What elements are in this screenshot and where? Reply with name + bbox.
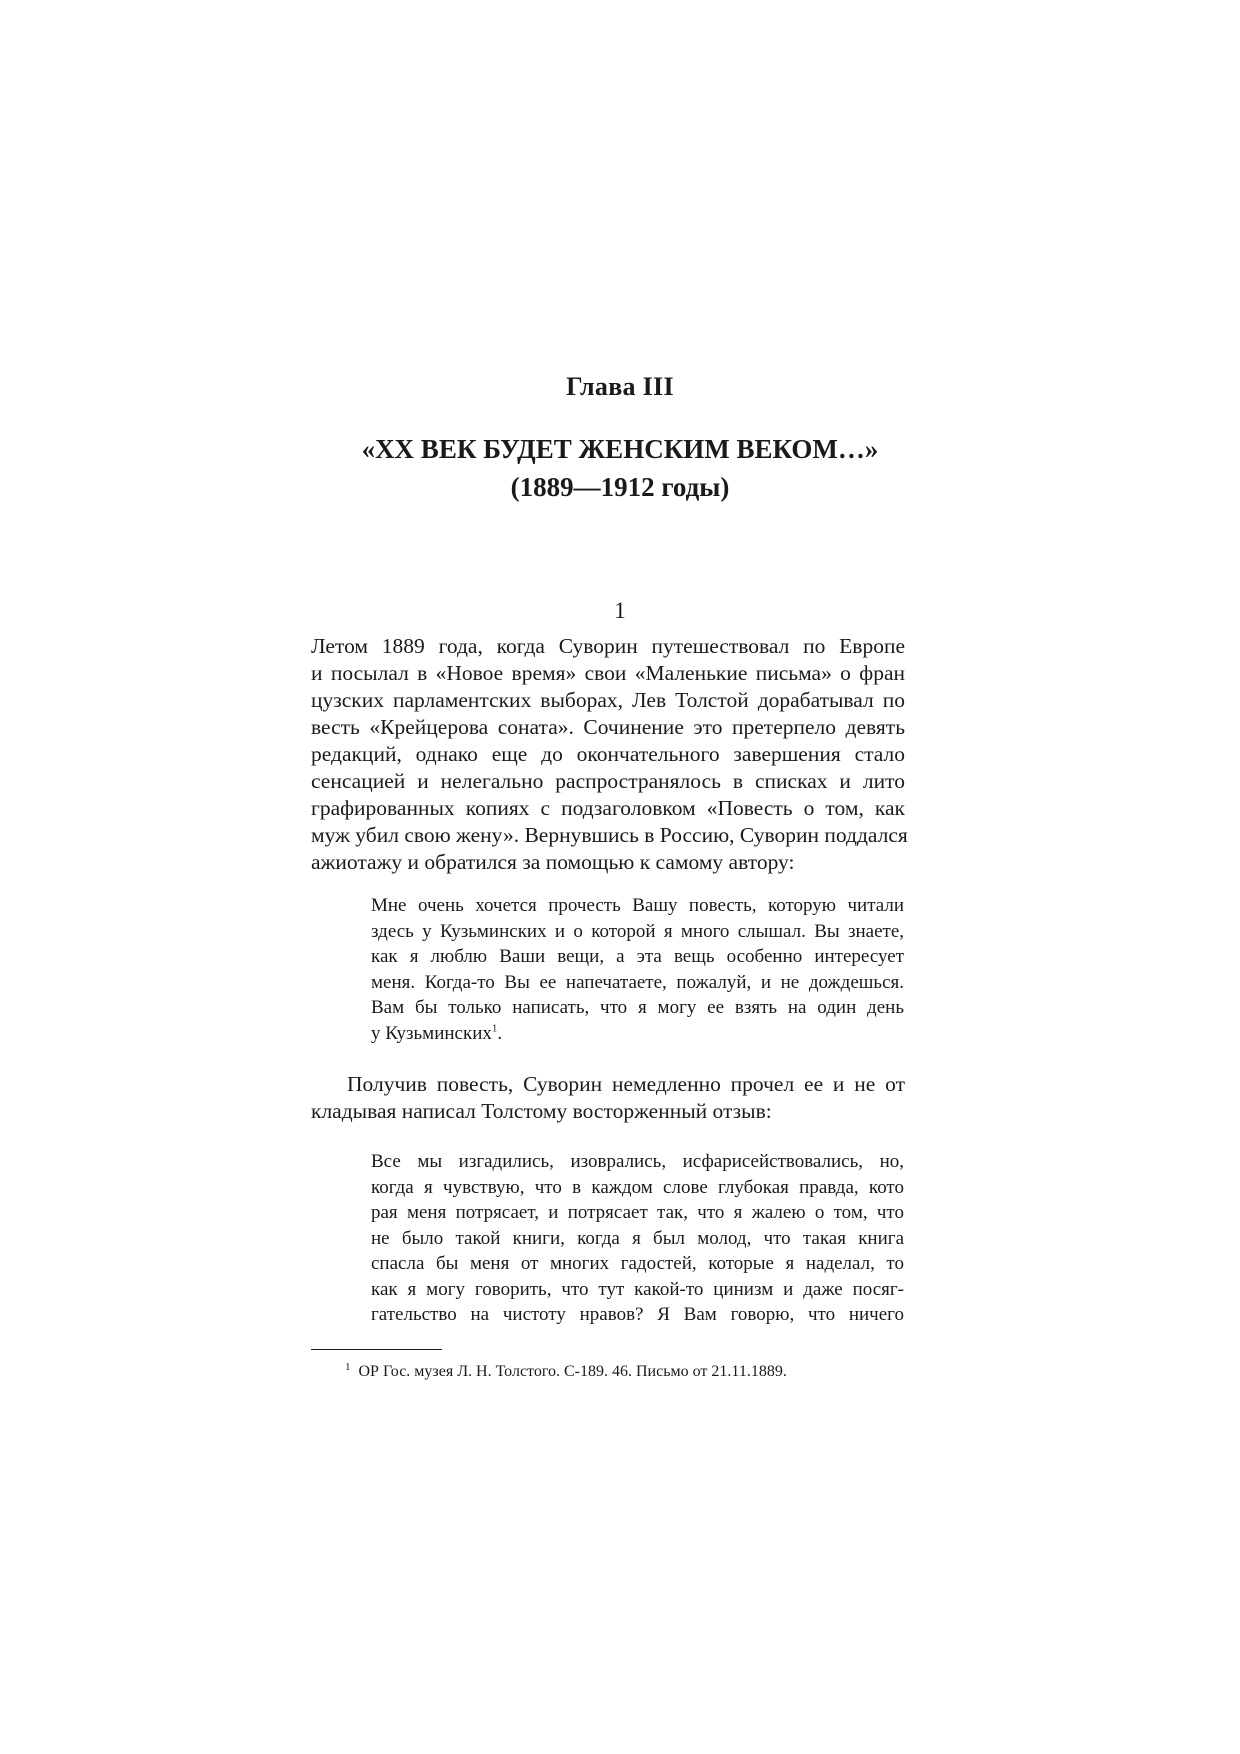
- quote-line-text: у Кузьминских: [371, 1022, 492, 1044]
- text-line: кладывая написал Толстому восторженный отзыв:: [311, 1099, 772, 1123]
- text-line: и посылал в «Новое время» свои «Маленькие письма» о фран: [311, 661, 905, 685]
- text-line: цузских парламентских выборах, Лев Толстой дорабатывал по: [311, 688, 905, 712]
- chapter-title: [0, 430, 1240, 506]
- quote-line: Все мы изгадились, изоврались, исфарисействовались, но,: [371, 1151, 904, 1172]
- text-line-content: Получив повесть, Суворин немедленно прочел ее и не от: [347, 1072, 905, 1096]
- text-line: весть «Крейцерова соната». Сочинение это претерпело девять: [311, 715, 905, 739]
- footnote-text: ОР Гос. музея Л. Н. Толстого. С-189. 46. Письмо от 21.11.1889.: [358, 1363, 787, 1380]
- quote-line: гательство на чистоту нравов? Я Вам говорю, что ничего: [371, 1304, 904, 1325]
- footnote-divider: [311, 1349, 442, 1350]
- footnote-reference[interactable]: 1: [491, 1022, 498, 1035]
- quote-line: не было такой книги, когда я был молод, что такая книга: [371, 1227, 904, 1249]
- quote-line: меня. Когда-то Вы ее напечатаете, пожалуй, и не дождешься.: [371, 971, 904, 993]
- chapter-title-dates: (1889—1912 годы): [510, 472, 730, 502]
- text-line: муж убил свою жену». Вернувшись в Россию, Суворин поддался: [311, 823, 908, 847]
- section-number: 1: [614, 598, 626, 623]
- block-quote-1: [371, 893, 904, 1046]
- footnote: [345, 1360, 787, 1381]
- body-paragraph-1: [311, 633, 908, 876]
- quote-line: спасла бы меня от многих гадостей, которые я наделал, то: [371, 1253, 904, 1274]
- text-line: графированных копиях с подзаголовком «Повесть о том, как: [311, 796, 905, 820]
- text-line: ажиотажу и обратился за помощью к самому автору:: [311, 850, 795, 874]
- quote-line: Мне очень хочется прочесть Вашу повесть, которую читали: [371, 895, 904, 916]
- block-quote-2: [371, 1149, 904, 1328]
- quote-line: как я люблю Ваши вещи, а эта вещь особенно интересует: [371, 946, 904, 967]
- chapter-label: Глава III: [566, 372, 674, 401]
- quote-line: как я могу говорить, что тут какой-то цинизм и даже посяг-: [371, 1278, 904, 1300]
- body-paragraph-2: [311, 1071, 905, 1125]
- quote-line: рая меня потрясает, и потрясает так, что я жалею о том, что: [371, 1202, 904, 1223]
- chapter-title-line: «ХХ ВЕК БУДЕТ ЖЕНСКИМ ВЕКОМ…»: [361, 434, 879, 464]
- text-line: редакций, однако еще до окончательного завершения стало: [311, 742, 905, 766]
- text-line: [311, 1071, 905, 1098]
- text-line: сенсацией и нелегально распространялось в списках и лито: [311, 769, 905, 793]
- quote-line: здесь у Кузьминских и о которой я много слышал. Вы знаете,: [371, 920, 904, 942]
- footnote-marker: 1: [345, 1360, 351, 1373]
- text-line: Летом 1889 года, когда Суворин путешествовал по Европе: [311, 634, 905, 658]
- quote-last-line: у Кузьминских$^1$.: [371, 1022, 503, 1044]
- quote-line: когда я чувствую, что в каждом слове глубокая правда, кото: [371, 1176, 904, 1198]
- quote-line: Вам бы только написать, что я могу ее взять на один день: [371, 997, 904, 1018]
